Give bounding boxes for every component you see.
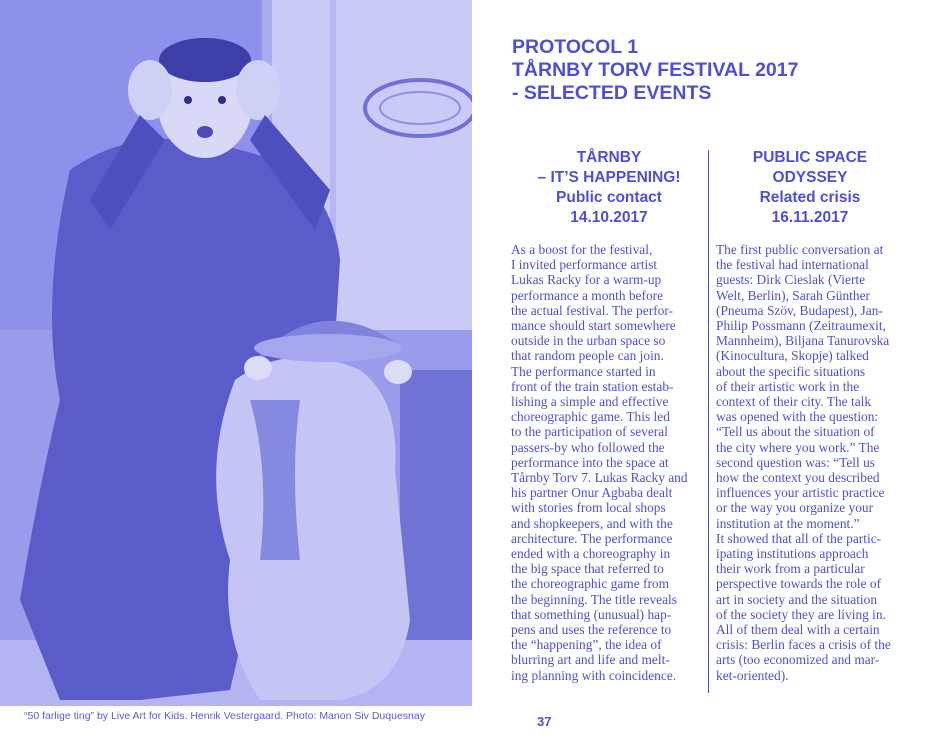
event-body-public-space bbox=[716, 242, 891, 683]
body-line: influences your artistic practice bbox=[716, 485, 885, 501]
body-line: The first public conversation at bbox=[716, 242, 884, 257]
child-hand bbox=[384, 360, 412, 384]
man-hair bbox=[159, 38, 251, 82]
title-line: PROTOCOL 1 bbox=[512, 36, 639, 58]
body-line: of the society they are living in. bbox=[716, 606, 886, 622]
event-heading-public-space bbox=[720, 148, 900, 228]
event-heading-tarnby bbox=[518, 148, 700, 228]
body-line: ket-oriented). bbox=[716, 667, 789, 683]
body-line: about the specific situations bbox=[716, 363, 866, 379]
child-figure bbox=[216, 357, 410, 700]
body-line: the “happening”, the idea of bbox=[511, 637, 662, 653]
body-line: institution at the moment.” bbox=[716, 515, 860, 531]
body-line: arts (too economized and mar- bbox=[716, 652, 880, 668]
body-line: Lukas Racky for a warm-up bbox=[511, 272, 662, 288]
heading-line: PUBLIC SPACE bbox=[752, 149, 868, 166]
body-line: Tårnby Torv 7. Lukas Racky and bbox=[511, 470, 688, 486]
body-line: (Kinocultura, Skopje) talked bbox=[716, 348, 869, 364]
body-line: that something (unusual) hap- bbox=[511, 606, 672, 622]
body-line: second question was: “Tell us bbox=[716, 454, 875, 470]
event-photo bbox=[0, 0, 472, 706]
eye bbox=[218, 96, 226, 104]
body-line: guests: Dirk Cieslak (Vierte bbox=[716, 272, 866, 288]
body-line: the city where you work.” The bbox=[716, 439, 880, 455]
body-line: art in society and the situation bbox=[716, 591, 878, 607]
body-line: It showed that all of the partic- bbox=[716, 530, 882, 546]
body-line: context of their city. The talk bbox=[716, 394, 872, 410]
title-line: TÅRNBY TORV FESTIVAL 2017 bbox=[512, 59, 799, 81]
body-line: Welt, Berlin), Sarah Günther bbox=[716, 287, 870, 303]
body-line: ipating institutions approach bbox=[716, 546, 869, 562]
body-line: that random people can join. bbox=[511, 348, 664, 364]
body-line: As a boost for the festival, bbox=[511, 242, 653, 257]
heading-line: 16.11.2017 bbox=[771, 209, 849, 226]
heading-line: 14.10.2017 bbox=[570, 209, 648, 226]
event-body-tarnby bbox=[511, 242, 688, 683]
body-line: performance a month before bbox=[511, 287, 664, 303]
body-line: of their artistic work in the bbox=[716, 378, 860, 394]
title-line: - SELECTED EVENTS bbox=[512, 82, 712, 104]
body-line: how the context you described bbox=[716, 470, 880, 486]
body-line: front of the train station estab- bbox=[511, 378, 674, 394]
body-line: was opened with the question: bbox=[716, 409, 879, 425]
photo-caption: “50 farlige ting” by Live Art for Kids. Henrik Vestergaard. Photo: Manon Siv Duquesnay bbox=[24, 710, 425, 722]
heading-line: – IT’S HAPPENING! bbox=[537, 169, 681, 186]
body-line: Mannheim), Biljana Tanurovska bbox=[716, 333, 890, 349]
body-line: crisis: Berlin faces a crisis of the bbox=[716, 637, 891, 653]
body-line: All of them deal with a certain bbox=[716, 622, 880, 638]
body-line: blurring art and life and melt- bbox=[511, 652, 670, 668]
body-line: performance into the space at bbox=[511, 454, 669, 470]
heading-line: Public contact bbox=[556, 189, 662, 206]
body-line: or the way you organize your bbox=[716, 500, 874, 516]
heading-line: TÅRNBY bbox=[576, 149, 642, 166]
body-line: and shopkeepers, and with the bbox=[511, 515, 673, 531]
hand bbox=[128, 60, 172, 120]
child-hand bbox=[244, 356, 272, 380]
eye bbox=[184, 96, 192, 104]
body-line: the choreographic game from bbox=[511, 576, 670, 592]
body-line: to the participation of several bbox=[511, 424, 668, 440]
bowl-rim bbox=[254, 334, 402, 362]
page-title bbox=[512, 36, 798, 105]
body-line: I invited performance artist bbox=[511, 257, 658, 273]
body-line: their work from a particular bbox=[716, 561, 865, 577]
body-line: his partner Onur Agbaba dealt bbox=[511, 485, 673, 501]
body-line: perspective towards the role of bbox=[716, 576, 882, 592]
body-line: “Tell us about the situation of bbox=[716, 424, 875, 440]
heading-line: Related crisis bbox=[759, 189, 861, 206]
body-line: outside in the urban space so bbox=[511, 333, 666, 349]
body-line: architecture. The performance bbox=[511, 530, 673, 546]
body-line: the festival had international bbox=[716, 257, 869, 273]
hand bbox=[236, 60, 280, 120]
body-line: pens and uses the reference to bbox=[511, 622, 672, 638]
heading-line: ODYSSEY bbox=[772, 169, 848, 186]
body-line: ended with a choreography in bbox=[511, 546, 671, 562]
body-line: the actual festival. The perfor- bbox=[511, 302, 673, 318]
body-line: the big space that referred to bbox=[511, 561, 664, 577]
mouth bbox=[197, 126, 213, 138]
body-line: ing planning with coincidence. bbox=[511, 667, 677, 683]
body-line: choreographic game. This led bbox=[511, 409, 670, 425]
body-line: Philip Possmann (Zeitraumexit, bbox=[716, 318, 886, 334]
body-line: mance should start somewhere bbox=[511, 318, 676, 334]
column-divider bbox=[708, 150, 709, 693]
body-line: the beginning. The title reveals bbox=[511, 591, 677, 607]
body-line: (Pneuma Szöv, Budapest), Jan- bbox=[716, 302, 883, 318]
page-number: 37 bbox=[537, 714, 552, 729]
body-line: lishing a simple and effective bbox=[511, 394, 669, 410]
photo-illustration bbox=[0, 0, 472, 706]
body-line: The performance started in bbox=[511, 363, 656, 379]
body-line: passers-by who followed the bbox=[511, 439, 665, 455]
body-line: with stories from local shops bbox=[511, 500, 666, 516]
